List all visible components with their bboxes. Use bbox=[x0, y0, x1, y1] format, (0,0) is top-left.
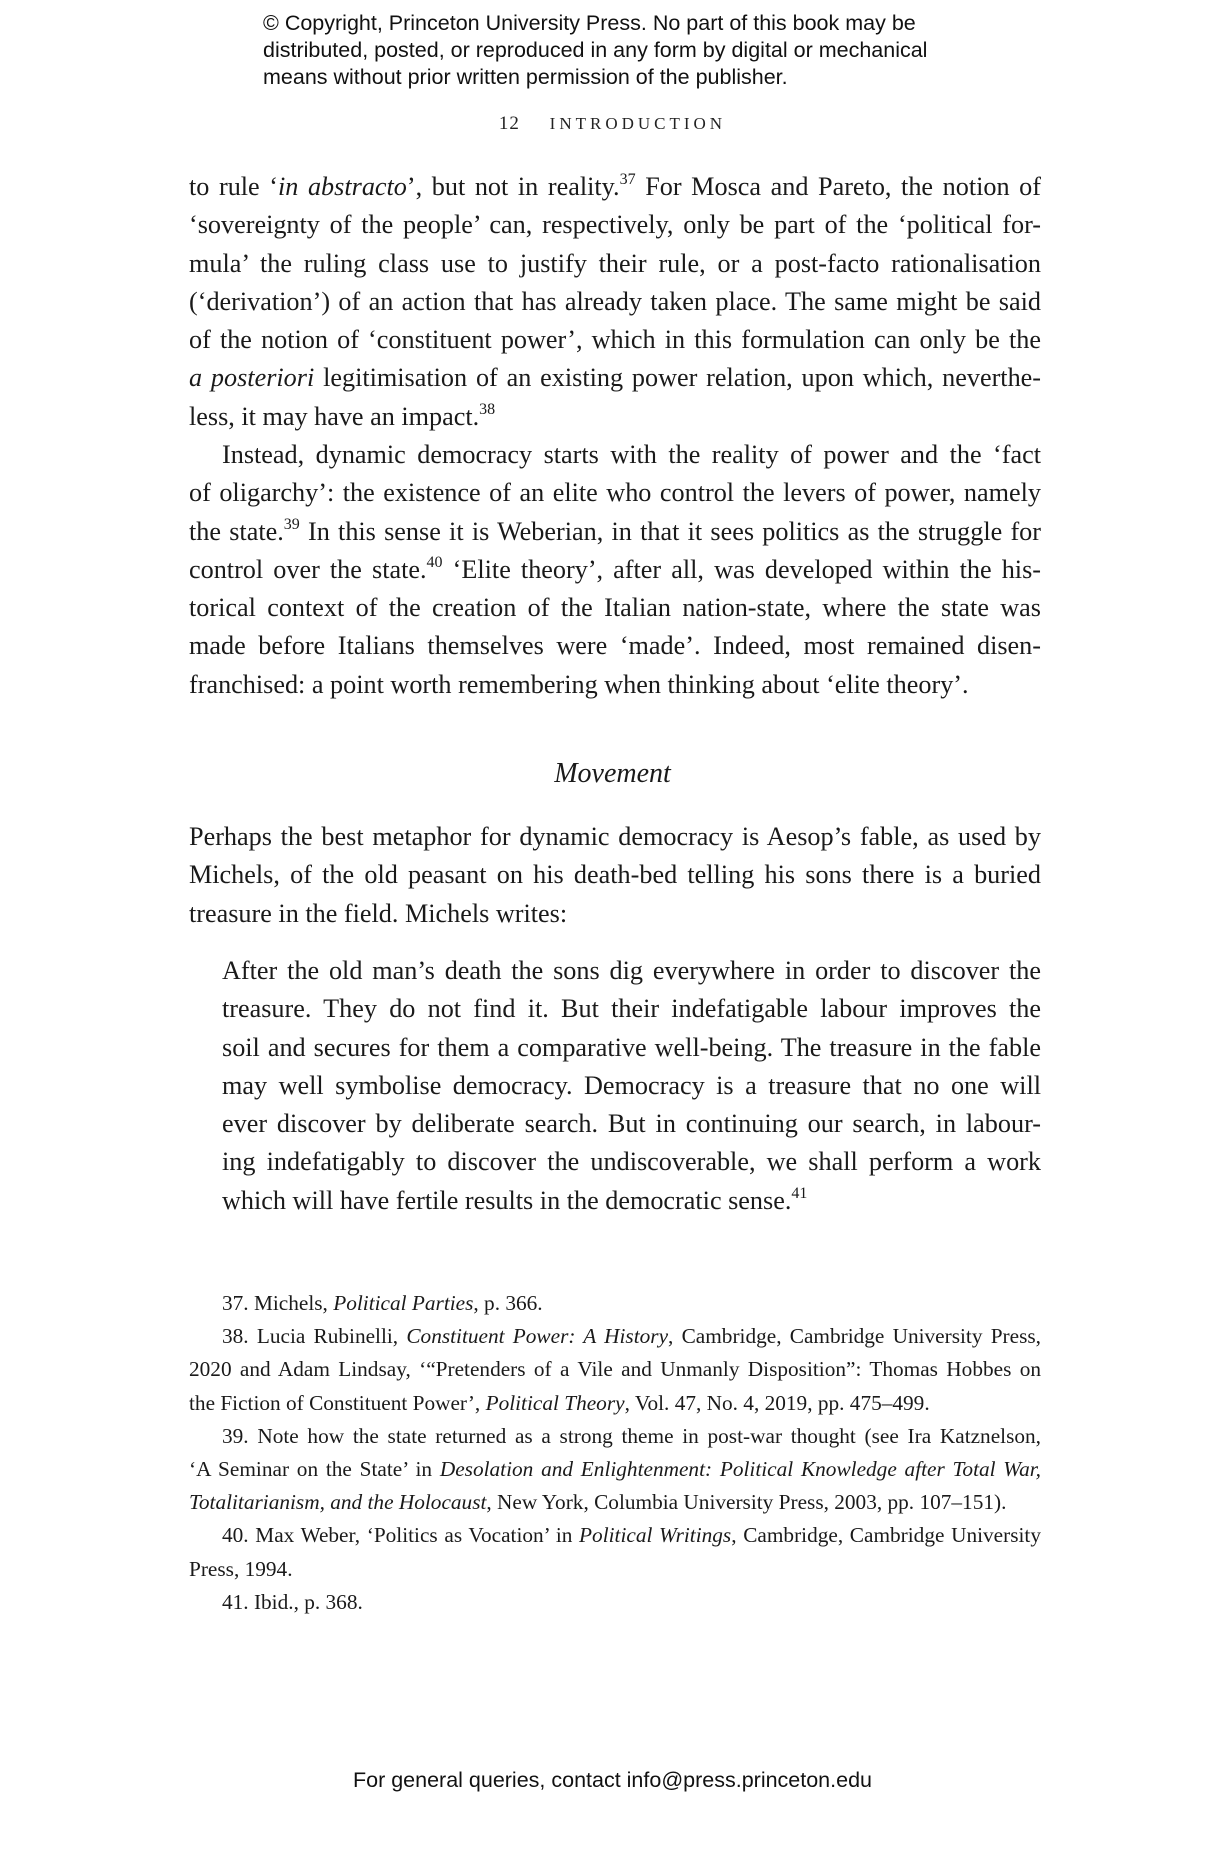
footnote-37: 37. Michels, Political Parties, p. 366. bbox=[222, 1291, 543, 1315]
text-line: (‘derivation’) of an action that has already taken place. The same might be said bbox=[189, 286, 1041, 316]
block-quote bbox=[222, 952, 1041, 1220]
text-line: Michels, of the old peasant on his death-bed telling his sons there is a buried bbox=[189, 860, 1041, 890]
section-heading: Movement bbox=[554, 758, 671, 789]
footnote-39-line: ‘A Seminar on the State’ in Desolation and Enlightenment: Political Knowledge after Total War, bbox=[189, 1456, 1041, 1481]
text-line: franchised: a point worth remembering when thinking about ‘elite theory’. bbox=[189, 669, 969, 699]
text-line: ing indefatigably to discover the undiscoverable, we shall perform a work bbox=[222, 1147, 1041, 1177]
text-line: ever discover by deliberate search. But in continuing our search, in labour- bbox=[222, 1109, 1041, 1139]
footnote-41: 41. Ibid., p. 368. bbox=[222, 1589, 363, 1614]
footnote-ref: 41 bbox=[791, 1184, 808, 1202]
footnote-ref: 39 bbox=[283, 515, 300, 533]
copyright-line: distributed, posted, or reproduced in any form by digital or mechanical bbox=[263, 38, 928, 62]
footnotes bbox=[189, 1287, 1041, 1619]
footnote-38: 38. Lucia Rubinelli, Constituent Power: A History, Cambridge, Cambridge University Press, bbox=[222, 1324, 1041, 1349]
copyright-line: © Copyright, Princeton University Press. No part of this book may be bbox=[263, 11, 916, 35]
chapter-title: INTRODUCTION bbox=[549, 114, 727, 133]
text-line: treasure. They do not find it. But their indefatigable labour improves the bbox=[222, 994, 1041, 1024]
paragraph-2 bbox=[189, 436, 1041, 704]
text-line: less, it may have an impact.$^{38}$ bbox=[189, 400, 496, 431]
text-line: After the old man’s death the sons dig everywhere in order to discover the bbox=[222, 956, 1041, 985]
running-head bbox=[0, 113, 1225, 135]
text-line: control over the state.$^{40}$ ‘Elite theory’, after all, was developed within the his- bbox=[189, 553, 1041, 584]
text-line: made before Italians themselves were ‘made’. Indeed, most remained disen- bbox=[189, 631, 1041, 661]
copyright-line: means without prior written permission of the publisher. bbox=[263, 65, 788, 89]
text-line: Instead, dynamic democracy starts with the reality of power and the ‘fact bbox=[222, 440, 1041, 469]
text-line: of the notion of ‘constituent power’, which in this formulation can only be the bbox=[189, 325, 1041, 355]
text-line: to rule ‘in abstracto’, but not in reality.$^{37}$ For Mosca and Pareto, the notion of bbox=[189, 171, 1041, 201]
text-line: treasure in the field. Michels writes: bbox=[189, 898, 568, 928]
text-line: the state.$^{39}$ In this sense it is Weberian, in that it sees politics as the struggle for bbox=[189, 515, 1041, 546]
footnote-39: 39. Note how the state returned as a strong theme in post-war thought (see Ira Katznelson, bbox=[222, 1423, 1041, 1448]
text-line: may well symbolise democracy. Democracy is a treasure that no one will bbox=[222, 1070, 1041, 1100]
footnote-ref: 37 bbox=[619, 171, 636, 188]
footnote-ref: 40 bbox=[426, 553, 443, 571]
footnote-38-line: the Fiction of Constituent Power’, Political Theory, Vol. 47, No. 4, 2019, pp. 475–499. bbox=[189, 1390, 930, 1415]
text-line: ‘sovereignty of the people’ can, respectively, only be part of the ‘political for- bbox=[189, 210, 1041, 240]
footnote-40: 40. Max Weber, ‘Politics as Vocation’ in Political Writings, Cambridge, Cambridge University bbox=[222, 1523, 1041, 1548]
text-line: soil and secures for them a comparative well-being. The treasure in the fable bbox=[222, 1032, 1041, 1062]
footnote-40-line: Press, 1994. bbox=[189, 1556, 293, 1581]
page-number: 12 bbox=[498, 113, 520, 134]
paragraph-3 bbox=[189, 818, 1041, 933]
text-line: a posteriori legitimisation of an existing power relation, upon which, neverthe- bbox=[189, 363, 1042, 393]
footnote-39-line: Totalitarianism, and the Holocaust, New York, Columbia University Press, 2003, pp. 107–151). bbox=[189, 1490, 1007, 1515]
text-line: mula’ the ruling class use to justify their rule, or a post-facto rationalisation bbox=[189, 248, 1041, 278]
footer-contact: For general queries, contact info@press.princeton.edu bbox=[352, 1768, 872, 1792]
text-line: Perhaps the best metaphor for dynamic democracy is Aesop’s fable, as used by bbox=[189, 822, 1041, 851]
text-line: of oligarchy’: the existence of an elite who control the levers of power, namely bbox=[189, 478, 1041, 508]
footnote-38-line: 2020 and Adam Lindsay, ‘“Pretenders of a Vile and Unmanly Disposition”: Thomas Hobbes on bbox=[189, 1357, 1041, 1382]
text-line: torical context of the creation of the Italian nation-state, where the state was bbox=[189, 593, 1041, 623]
paragraph-1 bbox=[189, 168, 1041, 436]
text-line: which will have fertile results in the democratic sense.$^{41}$ bbox=[222, 1184, 808, 1215]
footnote-ref: 38 bbox=[479, 400, 496, 418]
copyright-notice bbox=[263, 10, 983, 91]
